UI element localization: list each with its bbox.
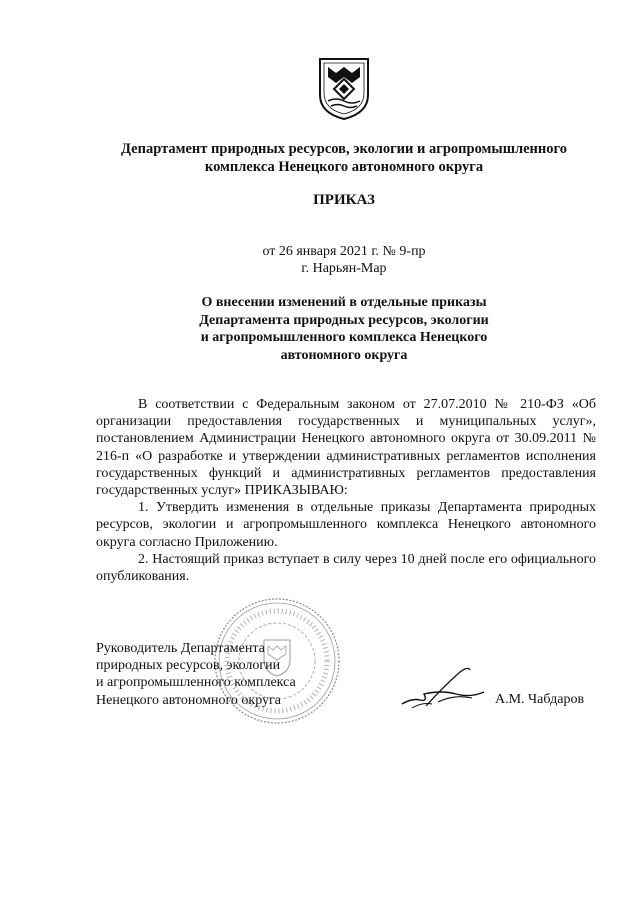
subject-line3: и агропромышленного комплекса Ненецкого [200,330,488,345]
document-type: ПРИКАЗ [313,192,375,208]
department-name [80,140,608,176]
department-name-line1: Департамент природных ресурсов, экологии и агропромышленного [121,141,567,157]
handwritten-signature-icon [398,664,490,712]
signatory-title-line2: природных ресурсов, экологии [96,658,281,674]
signatory-title-line1: Руководитель Департамента [96,641,265,656]
signer-name: А.М. Чабдаров [495,692,585,707]
subject-line2: Департамента природных ресурсов, экологии [199,312,489,328]
document-body [96,396,596,585]
signatory-title-line3: и агропромышленного комплекса [96,675,296,691]
preamble-paragraph: В соответствии с Федеральным законом от 27.07.2010 № 210-ФЗ «Об организации предоставления государственных и муниципальных услуг», постановлением Администрации Ненецкого автономного округа от 30.09.2011 № 216-п «О разработке и утверждении административных регламентов исполнения государственных функций и административных регламентов предоставления государственных услуг» ПРИКАЗЫВАЮ: [96,397,596,499]
document-place: г. Нарьян-Мар [301,261,387,276]
subject-line4: автономного округа [280,347,408,363]
subject-line1: О внесении изменений в отдельные приказы [201,295,487,310]
order-item-2: 2. Настоящий приказ вступает в силу через 10 дней после его официального опубликования. [96,551,596,585]
document-date-number: от 26 января 2021 г. № 9-пр [262,244,426,259]
signatory-title [96,640,376,709]
coat-of-arms-icon [316,57,372,121]
signatory-title-line4: Ненецкого автономного округа [96,692,281,708]
document-subject [150,294,538,364]
order-item-1: 1. Утвердить изменения в отдельные приказы Департамента природных ресурсов, экологии и агропромышленного комплекса Ненецкого автономного округа согласно Приложению. [96,500,596,550]
department-name-line2: комплекса Ненецкого автономного округа [204,159,484,175]
